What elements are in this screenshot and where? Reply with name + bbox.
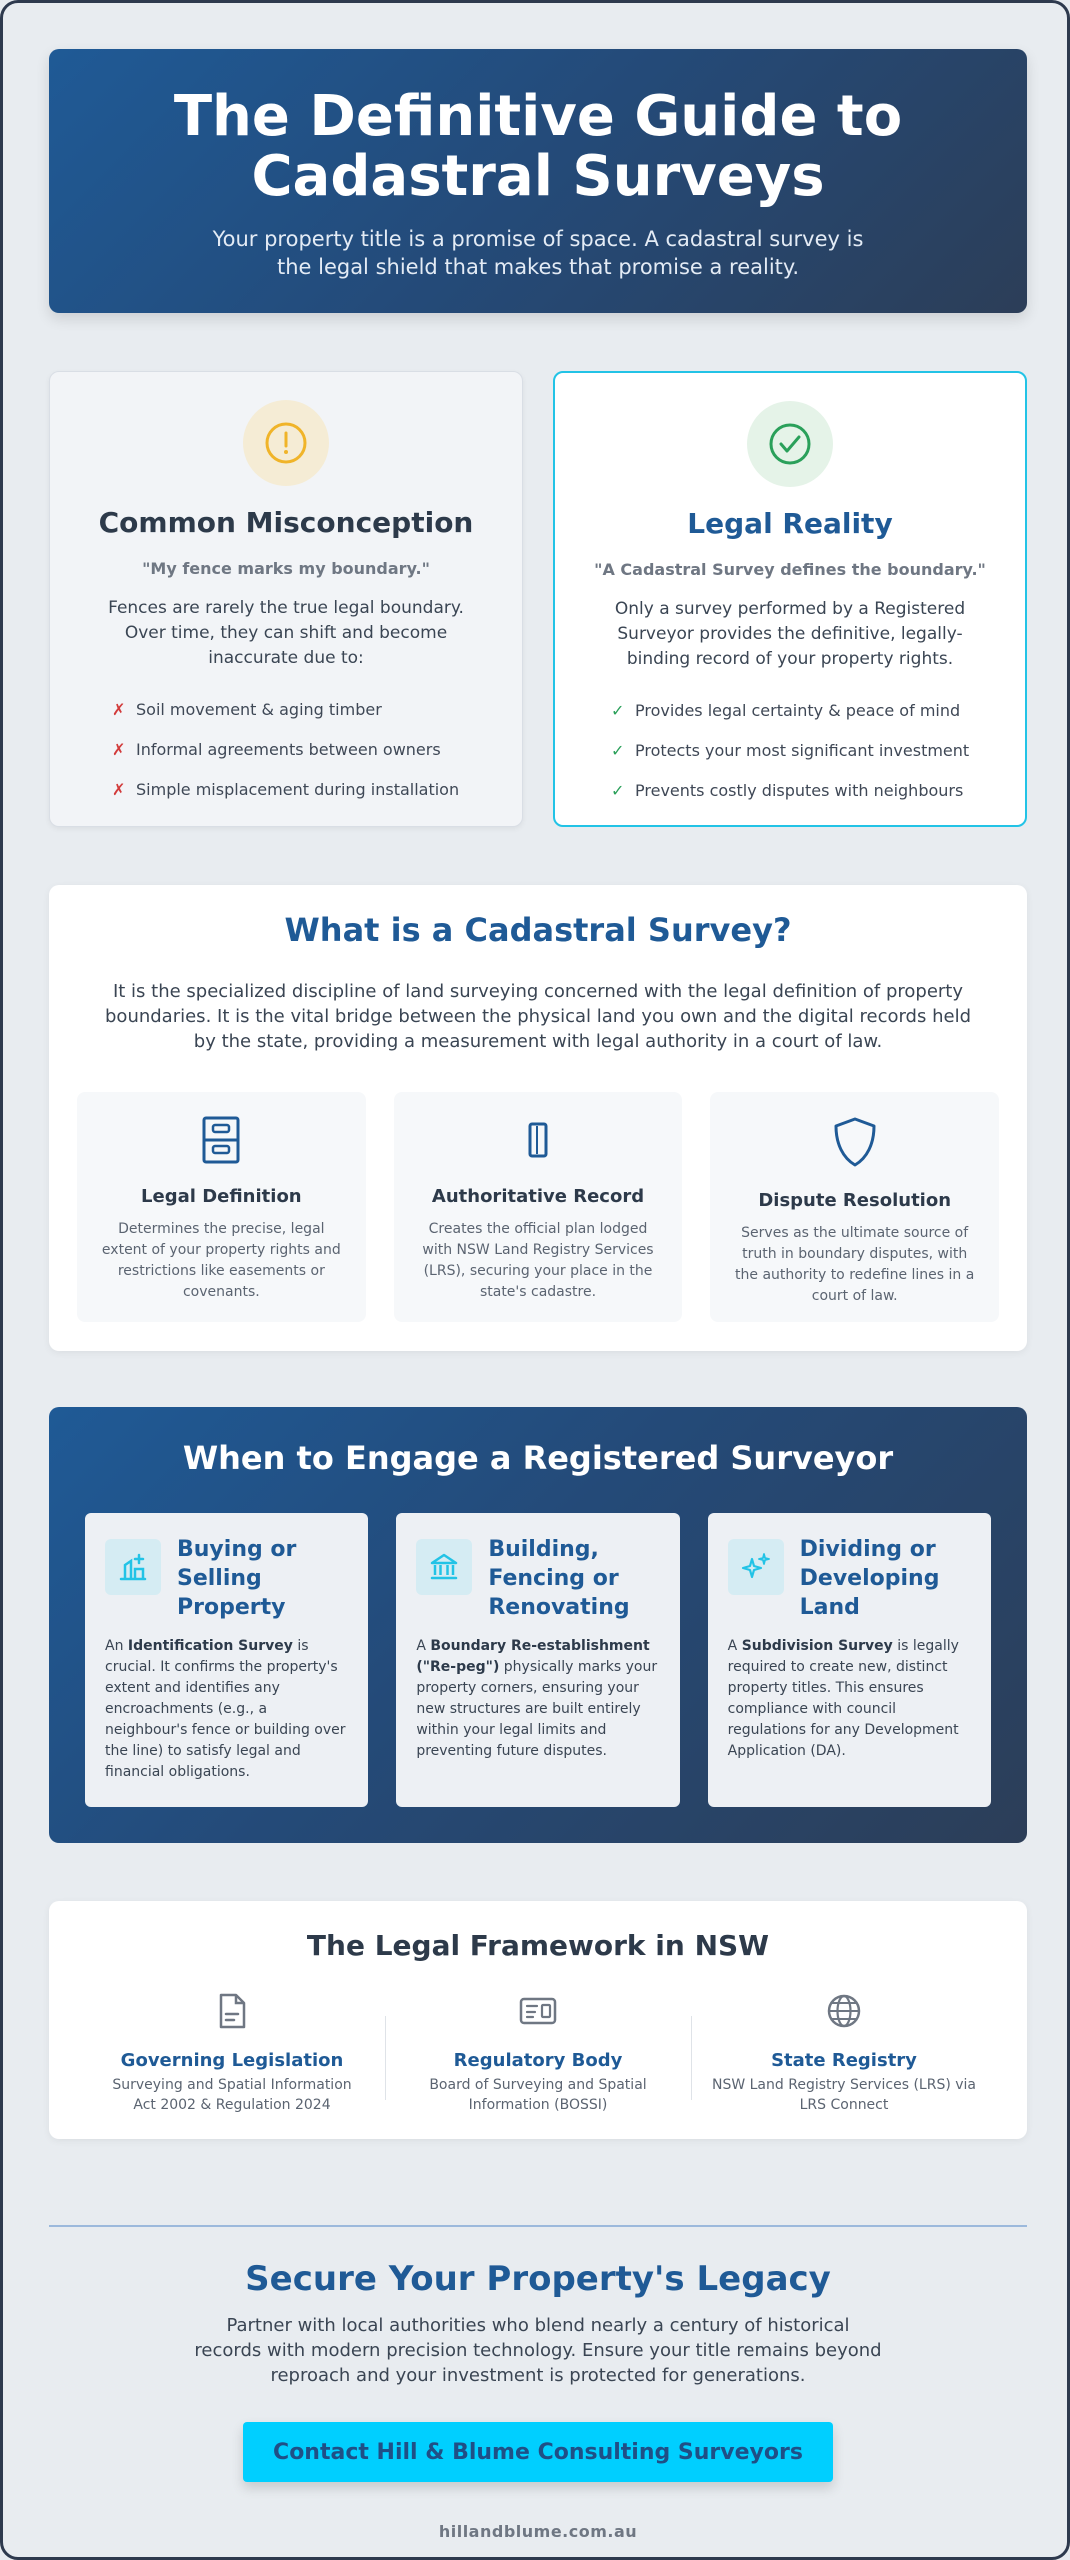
scenario-title: Dividing or Developing Land — [799, 1537, 940, 1620]
scenario-card — [708, 1513, 991, 1807]
section-title: When to Engage a Registered Surveyor — [182, 1439, 894, 1477]
property-icon — [105, 1539, 161, 1595]
scenario-title: Buying or Selling Property — [177, 1537, 297, 1620]
list-item: ✗ Soil movement & aging timber — [112, 699, 382, 719]
misconception-quote: "My fence marks my boundary." — [142, 559, 430, 578]
scenario-card — [85, 1513, 368, 1807]
framework-text: Board of Surveying and Spatial Information (BOSSI) — [429, 2077, 647, 2113]
scenario-text: A Boundary Re-establishment ("Re-peg") physically marks your property corners, ensuring your new structures are built entirely within your legal limits and preventing future disputes. — [416, 1638, 658, 1759]
framework-title: State Registry — [771, 2050, 917, 2071]
cta-text: Partner with local authorities who blend nearly a century of historical records with modern precision technology. Ensure your title remains beyond reproach and your investment is protected for generations. — [194, 2315, 882, 2386]
feature-title: Legal Definition — [141, 1186, 302, 1207]
website-link[interactable]: hillandblume.com.au — [438, 2522, 638, 2541]
contact-button[interactable]: Contact Hill & Blume Consulting Surveyors — [243, 2422, 833, 2482]
scenario-text: An Identification Survey is crucial. It confirms the property's extent and identifies any encroachments (e.g., a neighbour's fence or building over the line) to satisfy legal and financial obligations. — [105, 1638, 346, 1780]
list-item: ✗ Informal agreements between owners — [112, 739, 441, 759]
reality-card — [553, 371, 1027, 827]
framework-title: Governing Legislation — [120, 2050, 344, 2071]
engage-section — [49, 1407, 1027, 1843]
what-is-section — [49, 885, 1027, 1351]
reality-description: Only a survey performed by a Registered Surveyor provides the definitive, legally-binding record of your property rights. — [614, 599, 966, 669]
cross-icon: ✗ — [112, 699, 126, 719]
check-icon: ✓ — [611, 700, 625, 720]
check-icon: ✓ — [611, 780, 625, 800]
list-item: ✓ Provides legal certainty & peace of mind — [611, 700, 961, 720]
section-title: What is a Cadastral Survey? — [284, 911, 792, 949]
reality-quote: "A Cadastral Survey defines the boundary." — [594, 560, 986, 579]
framework-title: Regulatory Body — [453, 2050, 623, 2071]
list-item: ✗ Simple misplacement during installation — [112, 779, 460, 799]
framework-item — [385, 1990, 691, 2115]
bank-icon — [416, 1539, 472, 1595]
list-item: ✓ Protects your most significant investment — [611, 740, 970, 760]
section-title: The Legal Framework in NSW — [306, 1929, 770, 1962]
sparkle-icon — [728, 1539, 784, 1595]
section-intro: It is the specialized discipline of land surveying concerned with the legal definition of property boundaries. It is the vital bridge between the physical land you own and the digital records held by the state, providing a measurement with legal authority in a court of law. — [105, 981, 971, 1052]
exclamation-icon — [243, 400, 329, 486]
misconception-description: Fences are rarely the true legal boundary. Over time, they can shift and become inaccurate due to: — [108, 598, 464, 668]
legal-framework-section — [49, 1901, 1027, 2139]
feature-text: Serves as the ultimate source of truth in boundary disputes, with the authority to redefine lines in a court of law. — [735, 1225, 975, 1304]
feature-card — [77, 1092, 366, 1322]
reality-title: Legal Reality — [687, 507, 893, 540]
framework-text: Surveying and Spatial Information Act 2002 & Regulation 2024 — [112, 2077, 352, 2113]
framework-text: NSW Land Registry Services (LRS) via LRS Connect — [711, 2077, 977, 2113]
feature-title: Authoritative Record — [431, 1186, 645, 1207]
cta-section — [49, 2259, 1027, 2541]
globe-icon — [825, 2015, 863, 2034]
feature-text: Creates the official plan lodged with NSW Land Registry Services (LRS), securing your place in the state's cadastre. — [422, 1221, 654, 1300]
document-icon — [215, 2015, 249, 2034]
list-item: ✓ Prevents costly disputes with neighbours — [611, 780, 964, 800]
cta-title: Secure Your Property's Legacy — [245, 2259, 831, 2299]
cross-icon: ✗ — [112, 739, 126, 759]
framework-item — [79, 1990, 385, 2115]
check-icon: ✓ — [611, 740, 625, 760]
scenario-text: A Subdivision Survey is legally required to create new, distinct property titles. This ensures compliance with council regulations for any Development Application (DA). — [727, 1638, 959, 1759]
cabinet-icon — [200, 1149, 242, 1168]
page-subtitle: Your property title is a promise of space. A cadastral survey is the legal shield that makes that promise a reality. — [212, 227, 864, 279]
shield-icon — [831, 1153, 879, 1172]
feature-text: Determines the precise, legal extent of your property rights and restrictions like easements or covenants. — [101, 1221, 341, 1300]
page-title: The Definitive Guide to Cadastral Surveys — [173, 84, 903, 209]
scenario-card — [396, 1513, 679, 1807]
misconception-card — [49, 371, 523, 827]
misconception-title: Common Misconception — [98, 506, 474, 539]
framework-item — [691, 1990, 997, 2115]
reality-list — [555, 690, 1025, 810]
scenario-title: Building, Fencing or Renovating — [488, 1537, 630, 1620]
id-card-icon — [518, 2015, 558, 2034]
door-icon — [517, 1149, 559, 1168]
hero-banner — [49, 49, 1027, 313]
feature-title: Dispute Resolution — [758, 1190, 952, 1211]
cross-icon: ✗ — [112, 779, 126, 799]
misconception-list — [50, 689, 522, 809]
feature-card — [710, 1092, 999, 1322]
check-circle-icon — [747, 401, 833, 487]
feature-card — [394, 1092, 683, 1322]
divider — [49, 2225, 1027, 2227]
